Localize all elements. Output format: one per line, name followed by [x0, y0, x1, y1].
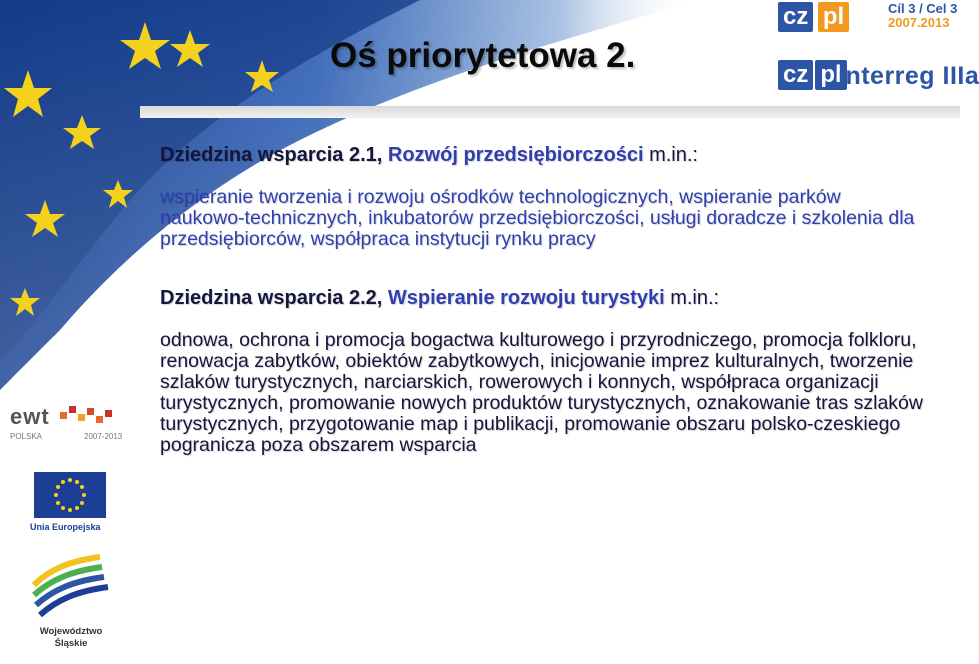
- interreg-pl-box: pl: [815, 60, 846, 90]
- section2-body: odnowa, ochrona i promocja bogactwa kulturowego i przyrodniczego, promocja folkloru, renowacja zabytków, obiektów zabytkowych, inicjowanie imprez kulturalnych, tworzenie szlaków turystycznych, narciarskich, rowerowych i konnych, współpraca organizacji turystycznych, promowanie nowych produktów turystycznych, oznakowanie tras szlaków turystycznych, przygotowanie map i publikacji, promowanie obszaru polsko-czeskiego pogranicza poza obszarem wsparcia: [160, 329, 923, 456]
- ewt-squares-icon: [58, 404, 118, 432]
- cil-logo-text: [888, 2, 957, 30]
- header-divider: [140, 106, 960, 118]
- cil-line1: Cíl 3 / Cel 3: [888, 1, 958, 16]
- interreg-logo: [778, 60, 847, 90]
- section1-heading-suffix: m.in.:: [649, 144, 698, 166]
- slide-title: Oś priorytetowa 2.: [330, 36, 636, 75]
- pl-logo-box: pl: [818, 2, 849, 32]
- eu-label: Unia Europejska: [30, 522, 101, 532]
- czpl-logo-top: [778, 2, 849, 32]
- section2-heading-suffix: m.in.:: [670, 287, 720, 309]
- section1-body: wspieranie tworzenia i rozwoju ośrodków technologicznych, wspieranie parków naukowo-technicznych, inkubatorów przedsiębiorczości, usługi doradcze i szkolenia dla przedsiębiorców, współpraca instytucji rynku pracy: [160, 186, 915, 250]
- section2-heading-prefix: Dziedzina wsparcia 2.2,: [160, 287, 383, 309]
- eu-flag-icon: [34, 472, 106, 518]
- section2-heading-highlight: Wspieranie rozwoju turystyki: [387, 287, 665, 309]
- slide-content: [160, 144, 930, 456]
- section1-heading: [160, 144, 930, 167]
- slaskie-waves-icon: [30, 555, 112, 621]
- section2-heading: [160, 287, 930, 310]
- ewt-sub-left: POLSKA: [10, 432, 43, 441]
- interreg-text: interreg IIIa: [838, 62, 979, 90]
- cz-logo-box: cz: [778, 2, 813, 32]
- slaskie-label: Województwo Śląskie: [39, 626, 103, 649]
- section1-heading-prefix: Dziedzina wsparcia 2.1,: [160, 144, 383, 166]
- ewt-logo: [10, 404, 123, 441]
- interreg-cz-box: cz: [778, 60, 813, 90]
- section1-heading-highlight: Rozwój przedsiębiorczości: [387, 144, 644, 166]
- cil-line2: 2007.2013: [888, 15, 950, 30]
- ewt-word: ewt: [10, 404, 50, 429]
- ewt-sub-right: 2007-2013: [84, 432, 123, 441]
